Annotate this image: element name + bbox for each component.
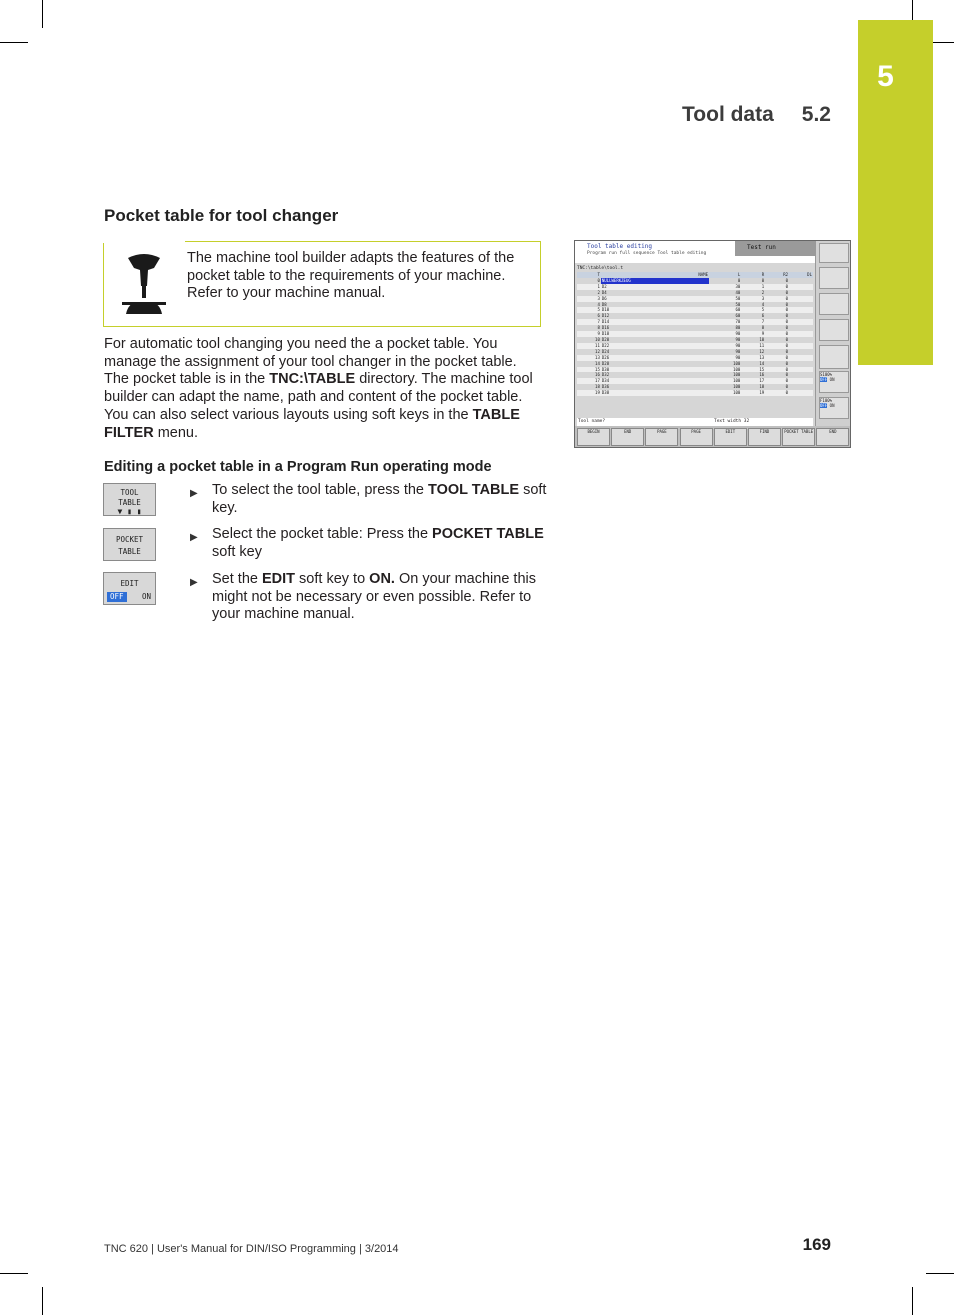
table-cell: 90 <box>735 336 741 342</box>
table-cell: 0 <box>765 284 789 290</box>
table-cell: 18 <box>759 384 765 390</box>
table-cell: D34 <box>601 378 709 384</box>
softkey-label: TOOL <box>120 488 139 497</box>
table-cell: D32 <box>601 372 610 378</box>
crop-mark <box>0 1273 28 1274</box>
step-text: soft key. <box>212 482 547 516</box>
table-cell: 0 <box>765 319 789 325</box>
screen-softkey: END <box>816 428 849 446</box>
screen-mode-label: Test run <box>747 244 776 251</box>
table-cell: 60 <box>735 313 741 319</box>
bullet-triangle-icon: ▶ <box>190 577 198 588</box>
chapter-number: 5 <box>877 60 894 93</box>
tool-table-softkey <box>103 483 156 516</box>
table-cell: 9 <box>577 331 601 337</box>
table-cell: 0 <box>765 355 789 361</box>
table-cell: 100 <box>709 378 741 384</box>
table-cell: 4 <box>597 301 600 307</box>
table-cell: 9 <box>741 331 765 337</box>
table-cell: 19 <box>577 390 601 396</box>
table-cell: 0 <box>765 296 789 302</box>
table-column-header: NAME <box>601 272 709 278</box>
table-cell: 12 <box>759 348 765 354</box>
table-cell: 100 <box>733 372 741 378</box>
table-cell: 19 <box>741 390 765 396</box>
machine-dependent-icon <box>122 252 166 310</box>
table-cell: 100 <box>733 384 741 390</box>
table-cell: 0 <box>597 277 600 283</box>
machine-note-text: The machine tool builder adapts the features of the pocket table to the requirements of your machine. Refer to your machine manual. <box>187 250 515 301</box>
table-cell: 14 <box>759 360 765 366</box>
tool-table <box>577 272 813 396</box>
table-filter-key: TABLE FILTER <box>104 406 520 441</box>
table-cell: D30 <box>601 367 709 373</box>
table-cell: D2 <box>601 284 709 290</box>
table-cell: 13 <box>741 355 765 361</box>
table-cell <box>789 390 813 396</box>
table-column-header: DL <box>789 272 813 278</box>
intro-text: menu. <box>153 424 199 441</box>
screen-softkey: FIND <box>748 428 781 446</box>
table-cell: D14 <box>601 319 709 325</box>
table-cell: 7 <box>577 319 601 325</box>
step-text: To select the tool table, press the <box>212 482 429 498</box>
table-cell: D28 <box>601 360 610 366</box>
table-cell: 10 <box>595 336 600 342</box>
table-cell: D26 <box>601 355 709 361</box>
table-column-header: R <box>741 272 765 278</box>
tool-icon: ▼ ▮ ▮ <box>117 507 142 516</box>
bullet-triangle-icon: ▶ <box>190 532 198 543</box>
table-cell: 30 <box>709 284 741 290</box>
table-cell: 0 <box>785 277 789 283</box>
step-key: POCKET TABLE <box>432 526 544 542</box>
edit-softkey <box>103 572 156 605</box>
status-width: Text width 32 <box>714 419 750 424</box>
table-cell: 2 <box>597 289 600 295</box>
screen-softkey: POCKET TABLE <box>782 428 815 446</box>
running-head-title: Tool data <box>682 103 774 126</box>
table-cell: 0 <box>765 307 789 313</box>
table-cell: D20 <box>601 336 610 342</box>
table-cell: 0 <box>765 331 789 337</box>
table-cell: 100 <box>709 367 741 373</box>
table-cell: 70 <box>709 319 741 325</box>
spindle-override <box>819 371 849 393</box>
machine-note-box <box>103 241 541 327</box>
screen-softkey: END <box>611 428 644 446</box>
side-label: ON <box>829 403 835 408</box>
table-cell: 90 <box>709 331 741 337</box>
table-cell: 100 <box>709 390 741 396</box>
edit-on-label: ON <box>141 592 151 601</box>
table-cell: 0 <box>737 277 741 283</box>
screen-softkey-row <box>575 426 851 448</box>
table-cell: 10 <box>759 336 765 342</box>
step-key: EDIT <box>261 571 296 587</box>
screen-softkey: PAGE <box>680 428 713 446</box>
screen-mode <box>735 241 815 256</box>
step-text: Select the pocket table: Press the <box>212 526 433 542</box>
table-cell: D10 <box>601 307 709 313</box>
clock-icon <box>819 243 849 263</box>
table-cell: D6 <box>601 296 709 302</box>
table-cell: 3 <box>741 296 765 302</box>
table-cell: 0 <box>765 343 789 349</box>
step-key: ON. <box>369 571 395 587</box>
table-cell: 90 <box>709 343 741 349</box>
table-cell: 13 <box>577 355 601 361</box>
screen-softkey: PAGE <box>645 428 678 446</box>
crop-mark <box>42 0 43 28</box>
subheading: Editing a pocket table in a Program Run operating mode <box>104 459 492 475</box>
table-cell: 0 <box>765 367 789 373</box>
table-cell: 16 <box>595 372 600 378</box>
feed-override <box>819 397 849 419</box>
screen-header <box>575 241 815 263</box>
bullet-triangle-icon: ▶ <box>190 488 198 499</box>
softkey-label: POCKET <box>115 535 144 544</box>
softkey-label: TABLE <box>118 547 141 556</box>
step-text: On your machine this might not be necessary or even possible. Refer to your machine manual. <box>212 571 536 622</box>
table-cell: 15 <box>741 367 765 373</box>
table-cell: 18 <box>595 384 600 390</box>
table-cell: 11 <box>741 343 765 349</box>
screen-subtitle: Program run full sequence Tool table editing <box>587 251 707 256</box>
table-cell: 100 <box>733 360 741 366</box>
table-cell: 17 <box>741 378 765 384</box>
softkey-label: EDIT <box>120 579 139 588</box>
screen-softkey: EDIT <box>714 428 747 446</box>
side-label: F100% <box>820 398 833 403</box>
step-text: Set the <box>212 571 262 587</box>
side-key <box>819 267 849 289</box>
table-cell: 12 <box>595 348 600 354</box>
status-prompt: Tool name? <box>578 419 606 424</box>
table-cell: 0 <box>765 378 789 384</box>
table-cell: 8 <box>597 325 600 331</box>
intro-text: For automatic tool changing you need the a pocket table. You manage the assignment of your tool changer in the pocket table. The pocket table is in the <box>104 336 517 388</box>
table-cell: 3 <box>577 296 601 302</box>
table-cell: 1 <box>577 284 601 290</box>
step-key: TOOL TABLE <box>428 482 520 498</box>
table-cell: D22 <box>601 343 709 349</box>
side-key <box>819 319 849 341</box>
table-cell: D16 <box>601 325 610 331</box>
table-row <box>577 390 813 396</box>
table-cell: 16 <box>759 372 765 378</box>
crop-mark <box>912 1287 913 1315</box>
side-key <box>819 345 849 369</box>
table-cell: 90 <box>735 348 741 354</box>
table-cell: 14 <box>595 360 600 366</box>
table-cell: 11 <box>577 343 601 349</box>
table-cell: D4 <box>601 289 607 295</box>
table-cell: D24 <box>601 348 610 354</box>
side-key <box>819 293 849 315</box>
table-cell: D12 <box>601 313 610 319</box>
edit-off-label: OFF <box>107 592 127 602</box>
table-cell: 40 <box>735 289 741 295</box>
running-head <box>682 103 831 127</box>
table-cell: D38 <box>601 390 709 396</box>
screen-path: TNC:\table\tool.t <box>577 266 624 271</box>
table-cell: 0 <box>785 372 789 378</box>
table-cell: 6 <box>597 313 600 319</box>
table-cell: 0 <box>785 336 789 342</box>
table-cell: 4 <box>761 301 765 307</box>
table-cell: 5 <box>741 307 765 313</box>
table-cell: 80 <box>735 325 741 331</box>
table-cell: 0 <box>785 301 789 307</box>
table-cell: 15 <box>577 367 601 373</box>
table-cell: 90 <box>709 355 741 361</box>
screen-title: Tool table editing <box>587 243 653 250</box>
table-cell: 1 <box>741 284 765 290</box>
table-cell: 50 <box>709 296 741 302</box>
table-cell: 6 <box>761 313 765 319</box>
chapter-tab <box>858 20 933 365</box>
table-cell: NULLWERKZEUG <box>601 278 709 284</box>
side-label: OFF <box>820 403 828 408</box>
screen-status <box>577 418 813 426</box>
side-label: S100% <box>820 372 833 377</box>
table-cell: D18 <box>601 331 709 337</box>
side-label: ON <box>829 377 835 382</box>
crop-mark <box>0 42 28 43</box>
table-column-header: L <box>709 272 741 278</box>
table-column-header: T <box>577 272 601 278</box>
table-cell: 0 <box>785 325 789 331</box>
section-title: Pocket table for tool changer <box>104 206 339 225</box>
intro-paragraph <box>104 336 544 442</box>
table-cell: 0 <box>785 313 789 319</box>
page-number: 169 <box>802 1235 831 1254</box>
screen-side-panel <box>815 241 851 426</box>
table-cell: 5 <box>577 307 601 313</box>
table-cell: 50 <box>735 301 741 307</box>
table-cell: 17 <box>577 378 601 384</box>
table-cell: 60 <box>709 307 741 313</box>
table-cell: 0 <box>761 277 765 283</box>
table-cell: 8 <box>761 325 765 331</box>
pocket-table-softkey <box>103 528 156 561</box>
softkey-label: TABLE <box>118 498 141 507</box>
side-label: OFF <box>820 377 828 382</box>
table-cell: 0 <box>785 289 789 295</box>
crop-mark <box>42 1287 43 1315</box>
table-column-header: R2 <box>765 272 789 278</box>
tnc-screenshot <box>574 240 851 448</box>
table-cell: D36 <box>601 384 610 390</box>
table-cell: D8 <box>601 301 607 307</box>
step-text: soft key to <box>295 571 370 587</box>
intro-text: directory. The machine tool builder can adapt the name, path and content of the pocket table. You can also select various layouts using soft keys in the <box>104 371 533 423</box>
step-text: soft key <box>212 543 262 560</box>
table-cell: 0 <box>785 360 789 366</box>
table-cell: 0 <box>765 390 789 396</box>
table-cell: 2 <box>761 289 765 295</box>
table-path: TNC:\TABLE <box>269 371 356 388</box>
table-cell: 0 <box>785 348 789 354</box>
running-head-section: 5.2 <box>801 103 831 126</box>
footer: TNC 620 | User's Manual for DIN/ISO Programming | 3/2014 <box>104 1243 399 1255</box>
crop-mark <box>926 1273 954 1274</box>
table-cell: 7 <box>741 319 765 325</box>
table-cell: 0 <box>785 384 789 390</box>
screen-softkey: BEGIN <box>577 428 610 446</box>
